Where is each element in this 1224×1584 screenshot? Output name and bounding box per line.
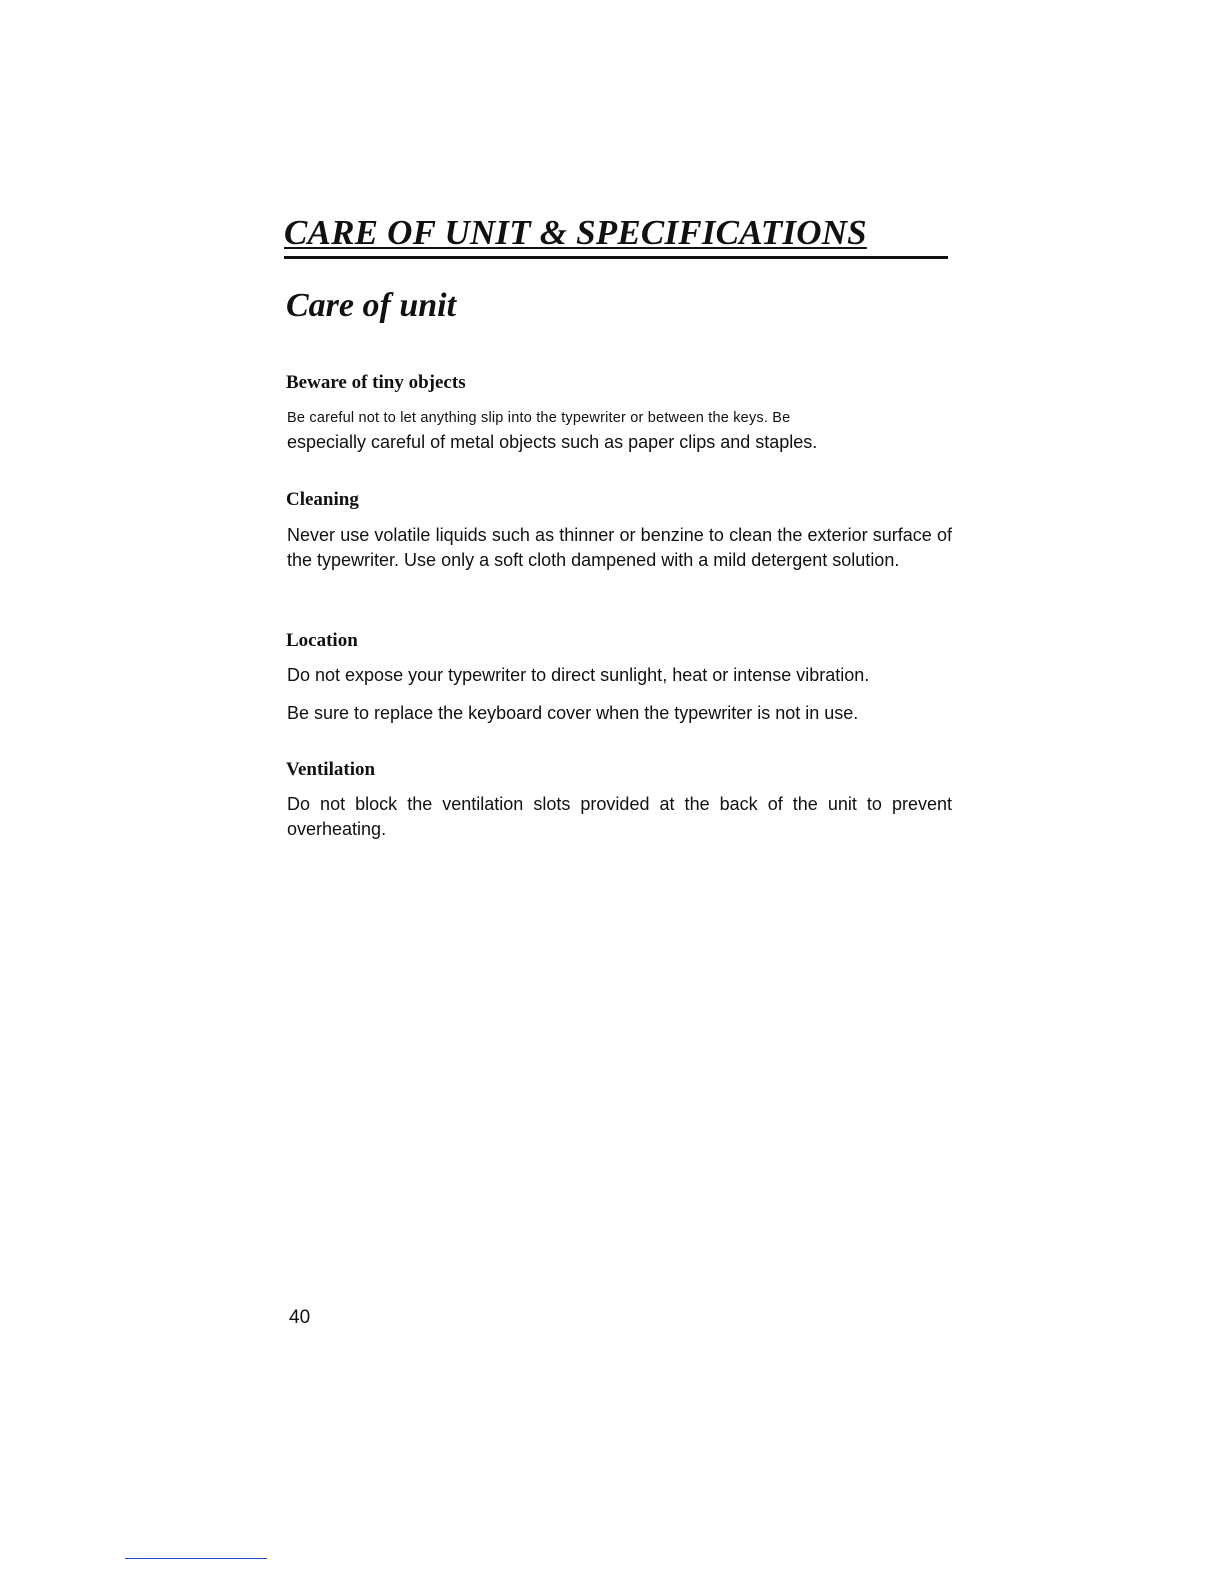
heading-ventilation: Ventilation bbox=[286, 759, 376, 780]
paragraph-cleaning: Never use volatile liquids such as thinner or benzine to clean the exterior surface of the typewriter. Use only a soft cloth dampened with a mild detergent solution. bbox=[287, 525, 952, 570]
paragraph-ventilation: Do not block the ventilation slots provided at the back of the unit to prevent overheating. bbox=[287, 794, 952, 839]
heading-beware-tiny-objects: Beware of tiny objects bbox=[286, 372, 466, 393]
paragraph-beware-line-2: especially careful of metal objects such as paper clips and staples. bbox=[287, 432, 818, 452]
section-title: Care of unit bbox=[286, 287, 457, 324]
heading-cleaning: Cleaning bbox=[286, 489, 359, 510]
scan-edge-line bbox=[125, 1558, 267, 1559]
chapter-title: CARE OF UNIT & SPECIFICATIONS bbox=[284, 214, 948, 259]
heading-location: Location bbox=[286, 630, 358, 651]
paragraph-location-1: Do not expose your typewriter to direct sunlight, heat or intense vibration. bbox=[287, 665, 870, 685]
paragraph-location-2: Be sure to replace the keyboard cover when the typewriter is not in use. bbox=[287, 703, 859, 723]
paragraph-beware-line-1: Be careful not to let anything slip into the typewriter or between the keys. Be bbox=[287, 410, 791, 426]
page-number: 40 bbox=[289, 1307, 311, 1328]
